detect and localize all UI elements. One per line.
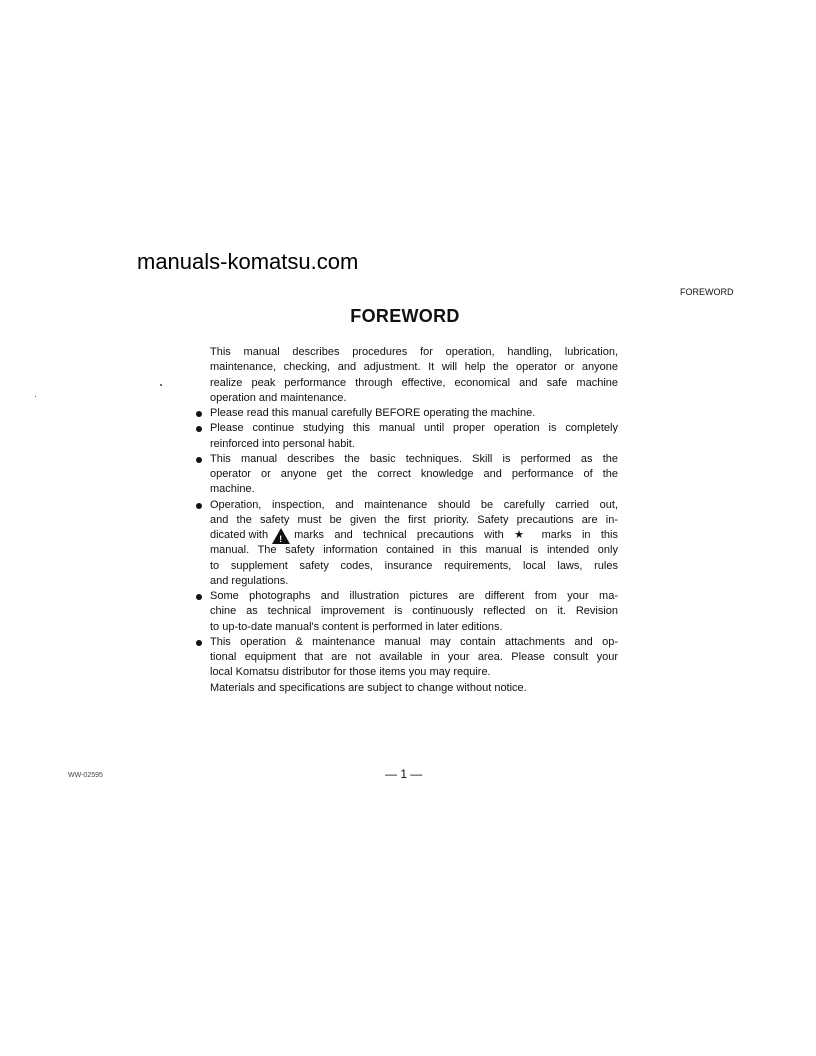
- text-line: and regulations.: [210, 574, 289, 587]
- text-line: to up-to-date manual's content is performed in later editions.: [210, 620, 503, 633]
- bullet-item: [210, 421, 618, 452]
- text-line: This manual describes the basic techniques. Skill is performed as the: [210, 452, 618, 465]
- text-line: Please continue studying this manual until proper operation is completely: [210, 422, 618, 435]
- page-title: FOREWORD: [350, 306, 460, 326]
- page-number: — 1 —: [385, 767, 423, 781]
- text-line: chine as technical improvement is continuously reflected on it. Revision: [210, 605, 618, 618]
- bullet-item: [210, 635, 618, 681]
- text-line: Operation, inspection, and maintenance should be carefully carried out,: [210, 498, 618, 511]
- text-line: operation and maintenance.: [210, 391, 347, 404]
- document-code: WW-02595: [68, 772, 103, 779]
- scan-speck: [35, 396, 36, 397]
- text-line: tional equipment that are not available in your area. Please consult your: [210, 651, 618, 663]
- text-line: Materials and specifications are subject to change without notice.: [210, 681, 527, 694]
- running-header: FOREWORD: [680, 287, 734, 297]
- scan-speck: [160, 384, 162, 386]
- bullet-item: [210, 589, 618, 635]
- text-line: to supplement safety codes, insurance requirements, local laws, rules: [210, 559, 618, 572]
- text-line: operator or anyone get the correct knowledge and performance of the: [210, 468, 618, 480]
- bullet-icon: [196, 426, 202, 432]
- text-line: and the safety must be given the first priority. Safety precautions are in-: [210, 513, 618, 526]
- bullet-item: [210, 452, 618, 498]
- bullet-icon: [196, 411, 202, 417]
- text-line: maintenance, checking, and adjustment. It will help the operator or anyone: [210, 361, 618, 374]
- text-fragment: dicated with: [210, 529, 269, 541]
- bullet-icon: [196, 457, 202, 463]
- text-line: realize peak performance through effective, economical and safe machine: [210, 376, 618, 389]
- text-line: Some photographs and illustration pictures are different from your ma-: [210, 590, 618, 602]
- text-line: This manual describes procedures for operation, handling, lubrication,: [210, 346, 618, 358]
- text-line: This operation & maintenance manual may contain attachments and op-: [210, 635, 618, 648]
- text-line: machine.: [210, 483, 255, 496]
- bullet-item: [210, 498, 618, 590]
- bullet-icon: [196, 640, 202, 646]
- foreword-body: [210, 345, 618, 696]
- bullet-icon: [196, 594, 202, 600]
- text-line: [210, 528, 618, 543]
- text-line: reinforced into personal habit.: [210, 437, 355, 450]
- text-line: local Komatsu distributor for those items you may require.: [210, 666, 491, 679]
- text-line: manual. The safety information contained in this manual is intended only: [210, 544, 618, 557]
- text-line: Please read this manual carefully BEFORE operating the machine.: [210, 407, 536, 419]
- warning-triangle-icon: [272, 528, 290, 544]
- text-fragment: marks and technical precautions with ★ marks in this: [294, 529, 618, 541]
- bullet-item: [210, 406, 618, 421]
- watermark-site: manuals-komatsu.com: [137, 249, 359, 274]
- bullet-icon: [196, 503, 202, 509]
